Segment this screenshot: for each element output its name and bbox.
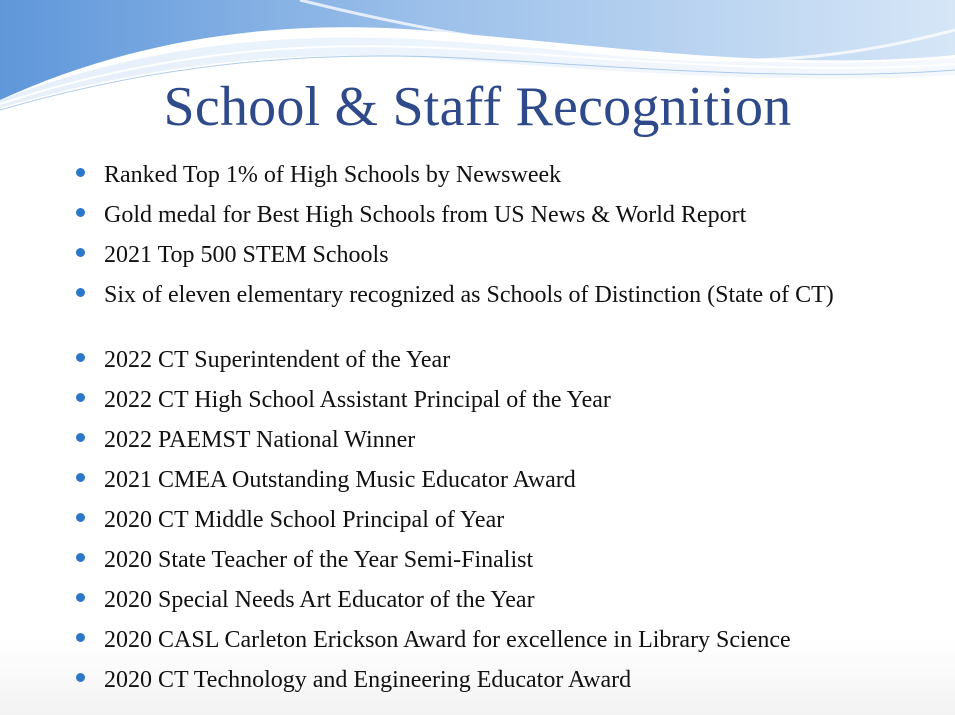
bullet-icon bbox=[76, 288, 85, 297]
bullet-icon bbox=[76, 633, 85, 642]
list-item bbox=[0, 546, 955, 586]
bullet-icon bbox=[76, 393, 85, 402]
list-item-text: Ranked Top 1% of High Schools by Newsweek bbox=[104, 162, 562, 188]
list-item bbox=[0, 626, 955, 666]
list-item bbox=[0, 201, 955, 241]
list-item bbox=[0, 586, 955, 626]
bullet-icon bbox=[76, 168, 85, 177]
list-item-text: Gold medal for Best High Schools from US News & World Report bbox=[104, 202, 747, 228]
list-item bbox=[0, 386, 955, 426]
list-item-text: 2020 CT Middle School Principal of Year bbox=[104, 507, 505, 533]
bullet-icon bbox=[76, 593, 85, 602]
list-item-text: 2021 Top 500 STEM Schools bbox=[104, 242, 389, 268]
list-item bbox=[0, 506, 955, 546]
list-item bbox=[0, 466, 955, 506]
list-item-text: 2020 CT Technology and Engineering Educator Award bbox=[104, 667, 632, 693]
list-item bbox=[0, 241, 955, 281]
bullet-icon bbox=[76, 473, 85, 482]
list-item bbox=[0, 666, 955, 706]
slide-title: School & Staff Recognition bbox=[163, 76, 792, 138]
bullet-icon bbox=[76, 673, 85, 682]
bullet-icon bbox=[76, 208, 85, 217]
list-item bbox=[0, 426, 955, 466]
bullet-icon bbox=[76, 433, 85, 442]
list-item-text: Six of eleven elementary recognized as Schools of Distinction (State of CT) bbox=[104, 282, 834, 308]
list-item bbox=[0, 161, 955, 201]
list-item-text: 2020 CASL Carleton Erickson Award for excellence in Library Science bbox=[104, 627, 791, 653]
bullet-icon bbox=[76, 353, 85, 362]
list-item-text: 2022 CT High School Assistant Principal of the Year bbox=[104, 387, 611, 413]
list-item-text: 2021 CMEA Outstanding Music Educator Award bbox=[104, 467, 576, 493]
list-item bbox=[0, 281, 955, 321]
bullet-icon bbox=[76, 248, 85, 257]
bullet-icon bbox=[76, 513, 85, 522]
bullet-icon bbox=[76, 553, 85, 562]
list-item-text: 2020 Special Needs Art Educator of the Year bbox=[104, 587, 535, 613]
list-item bbox=[0, 346, 955, 386]
list-item-text: 2022 CT Superintendent of the Year bbox=[104, 347, 451, 373]
list-item-text: 2022 PAEMST National Winner bbox=[104, 427, 416, 453]
list-item-text: 2020 State Teacher of the Year Semi-Finalist bbox=[104, 547, 534, 573]
